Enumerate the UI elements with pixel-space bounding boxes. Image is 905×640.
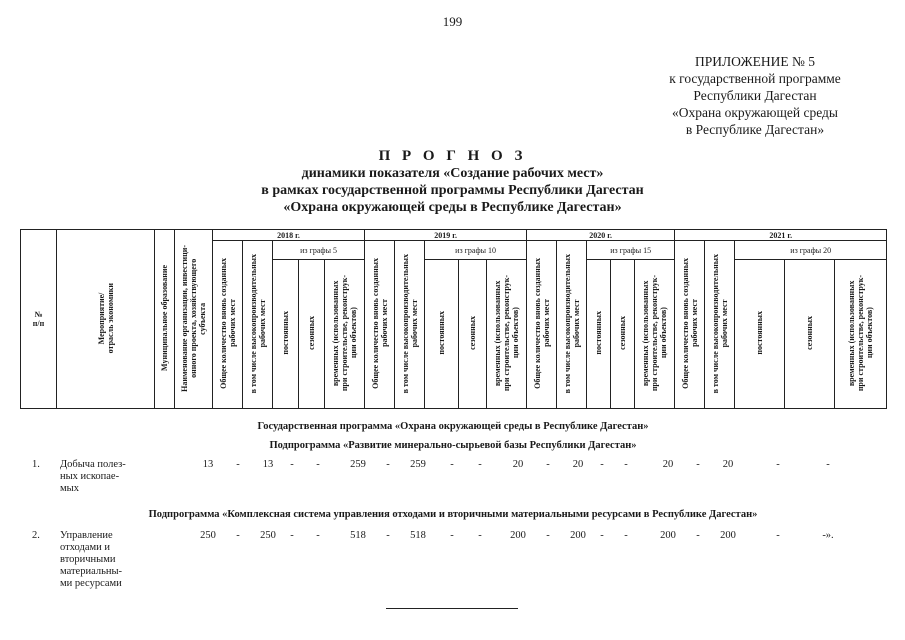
value-cell: - (696, 530, 700, 541)
title-line: в рамках государственной программы Республики Дагестан (261, 183, 644, 198)
subprogram-heading: Подпрограмма «Комплексная система управления отходами и вторичными материальными ресурсами в Республике Дагестан» (148, 509, 758, 520)
value-cell: - (546, 459, 550, 470)
header-of-col: из графы 20 (735, 241, 887, 260)
header-highprod: в том числе высокопроизводительных рабочих мест (557, 241, 587, 409)
header-num: № п/п (21, 230, 57, 409)
header-municipality: Муниципальное образование (155, 230, 175, 409)
value-cell: - (236, 459, 240, 470)
value-cell: - (624, 530, 628, 541)
row-measure-name: Управление отходами и вторичными материальны- ми ресурсами (60, 530, 123, 589)
document-title (0, 148, 905, 216)
table-row (20, 530, 886, 594)
title-line: «Охрана окружающей среды в Республике Дагестан» (283, 200, 622, 215)
row-number: 2. (32, 530, 40, 541)
header-total: Общее количество вновь созданных рабочих мест (213, 241, 243, 409)
header-highprod: в том числе высокопроизводительных рабочих мест (395, 241, 425, 409)
value-cell: - (696, 459, 700, 470)
header-temporary: временных (использованных при строительстве, реконструк- ции объектов) (325, 260, 365, 409)
value-cell: 20 (572, 459, 584, 470)
header-seasonal: сезонных (299, 260, 325, 409)
value-cell: - (450, 459, 454, 470)
value-cell: 250 (200, 530, 216, 541)
value-cell: 259 (410, 459, 426, 470)
value-cell: 200 (570, 530, 586, 541)
value-cell: - (478, 459, 482, 470)
header-permanent: постоянных (735, 260, 785, 409)
header-year-2021: 2021 г. (675, 230, 887, 241)
appendix-line: к государственной программе (669, 71, 841, 86)
value-cell: - (776, 530, 780, 541)
value-cell: - (450, 530, 454, 541)
value-cell: 13 (202, 459, 214, 470)
title-line: динамики показателя «Создание рабочих мест» (301, 166, 604, 181)
header-highprod: в том числе высокопроизводительных рабочих мест (705, 241, 735, 409)
header-total: Общее количество вновь созданных рабочих мест (527, 241, 557, 409)
header-permanent: постоянных (425, 260, 459, 409)
header-year-2019: 2019 г. (365, 230, 527, 241)
value-cell: - (826, 459, 830, 470)
header-seasonal: сезонных (611, 260, 635, 409)
appendix-heading (645, 53, 865, 138)
header-of-col: из графы 15 (587, 241, 675, 260)
footer-divider (386, 608, 518, 609)
value-cell: -». (822, 530, 834, 541)
title-forecast: П Р О Г Н О З (378, 148, 527, 164)
header-temporary: временных (использованных при строительстве, реконструк- ции объектов) (635, 260, 675, 409)
header-of-col: из графы 10 (425, 241, 527, 260)
value-cell: - (290, 459, 294, 470)
value-cell: 250 (260, 530, 276, 541)
value-cell: - (478, 530, 482, 541)
value-cell: - (386, 530, 390, 541)
header-measure: Мероприятие/ отрасль экономики (57, 230, 155, 409)
appendix-line: «Охрана окружающей среды (672, 105, 838, 120)
value-cell: 200 (660, 530, 676, 541)
value-cell: - (316, 530, 320, 541)
appendix-line: ПРИЛОЖЕНИЕ № 5 (694, 54, 816, 69)
value-cell: 518 (350, 530, 366, 541)
header-seasonal: сезонных (785, 260, 835, 409)
value-cell: 200 (720, 530, 736, 541)
value-cell: 20 (662, 459, 674, 470)
value-cell: - (290, 530, 294, 541)
value-cell: - (776, 459, 780, 470)
header-total: Общее количество вновь созданных рабочих мест (365, 241, 395, 409)
value-cell: 518 (410, 530, 426, 541)
header-of-col: из графы 5 (273, 241, 365, 260)
value-cell: - (600, 459, 604, 470)
header-permanent: постоянных (587, 260, 611, 409)
value-cell: - (386, 459, 390, 470)
row-measure-name: Добыча полез- ных ископае- мых (60, 459, 126, 494)
subprogram-heading: Подпрограмма «Развитие минерально-сырьевой базы Республики Дагестан» (269, 440, 637, 451)
forecast-table-header (20, 229, 887, 409)
value-cell: 20 (722, 459, 734, 470)
value-cell: - (600, 530, 604, 541)
state-program-heading: Государственная программа «Охрана окружающей среды в Республике Дагестан» (257, 421, 649, 432)
header-organization: Наименование организации, инвестици- онного проекта, хозяйствующего субъекта (175, 230, 213, 409)
value-cell: 259 (350, 459, 366, 470)
value-cell: - (316, 459, 320, 470)
header-year-2020: 2020 г. (527, 230, 675, 241)
header-highprod: в том числе высокопроизводительных рабочих мест (243, 241, 273, 409)
header-seasonal: сезонных (459, 260, 487, 409)
appendix-line: в Республике Дагестан» (685, 122, 825, 137)
appendix-line: Республики Дагестан (693, 88, 817, 103)
value-cell: - (624, 459, 628, 470)
page-number: 199 (442, 14, 463, 29)
header-temporary: временных (использованных при строительстве, реконструк- ции объектов) (835, 260, 887, 409)
value-cell: 200 (510, 530, 526, 541)
value-cell: - (236, 530, 240, 541)
row-number: 1. (32, 459, 40, 470)
value-cell: 13 (262, 459, 274, 470)
header-total: Общее количество вновь созданных рабочих мест (675, 241, 705, 409)
header-permanent: постоянных (273, 260, 299, 409)
value-cell: 20 (512, 459, 524, 470)
header-year-2018: 2018 г. (213, 230, 365, 241)
header-temporary: временных (использованных при строительстве, реконструк- ции объектов) (487, 260, 527, 409)
table-row (20, 459, 886, 499)
value-cell: - (546, 530, 550, 541)
